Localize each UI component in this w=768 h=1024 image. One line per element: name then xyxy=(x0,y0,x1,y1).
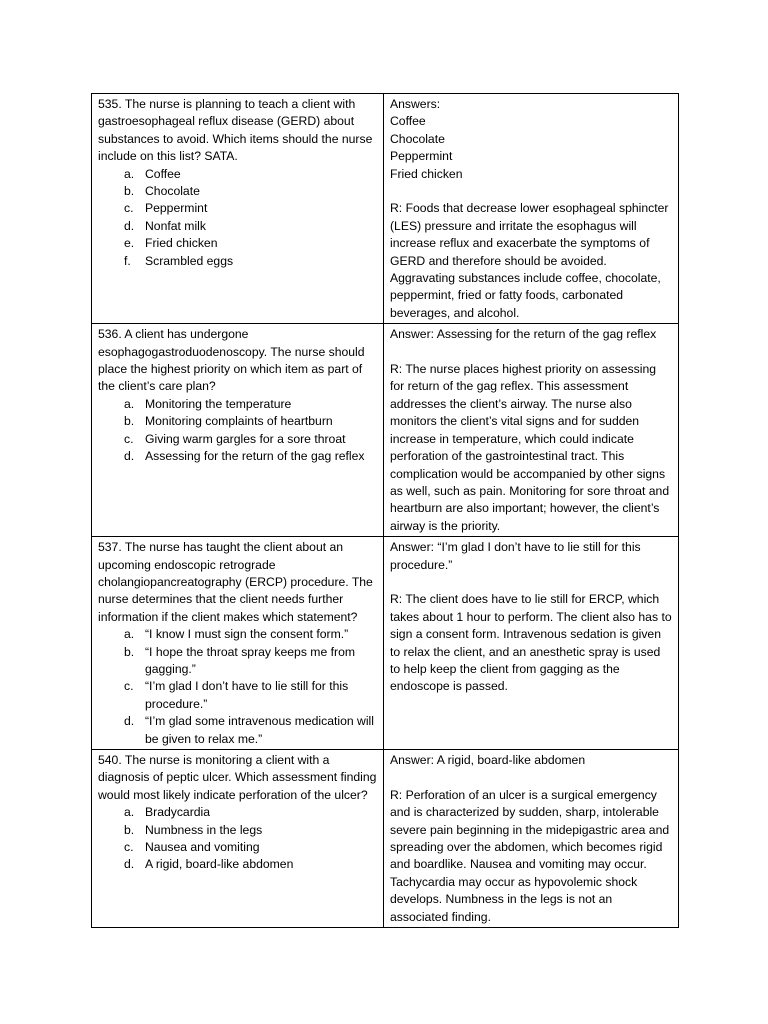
option-text: Nonfat milk xyxy=(145,218,206,233)
answer-line: Answers: xyxy=(390,97,441,111)
rationale-text: R: The nurse places highest priority on assessing for return of the gag reflex. This assessment addresses the client’s airway. The nurse also monitors the client’s vital signs and for sudden increase in temperature, which could indicate perforation of the gastrointestinal tract. This complication would be accompanied by other signs as well, such as pain. Monitoring for sore throat and heartburn are also important; however, the client’s airway is the priority. xyxy=(390,362,670,533)
option-letter: d. xyxy=(124,218,135,233)
option-item xyxy=(98,413,377,430)
spacer xyxy=(390,769,672,786)
question-text: 536. A client has undergone esophagogastroduodenoscopy. The nurse should place the highest priority on which item as part of the client’s care plan? xyxy=(98,327,365,394)
option-letter: b. xyxy=(124,644,135,659)
rationale-text: R: The client does have to lie still for ERCP, which takes about 1 hour to perform. The client also has to sign a consent form. Intravenous sedation is given to relax the client, and an anesthetic spray is used to help keep the client from gagging as the endoscope is passed. xyxy=(390,592,672,694)
question-cell xyxy=(92,537,384,750)
option-text: Peppermint xyxy=(145,201,208,216)
option-text: Coffee xyxy=(145,166,181,181)
option-text: “I’m glad some intravenous medication will be given to relax me.” xyxy=(145,714,374,746)
option-letter: c. xyxy=(124,201,134,216)
option-text: Fried chicken xyxy=(145,236,218,251)
option-letter: c. xyxy=(124,679,134,694)
option-text: Chocolate xyxy=(145,184,200,199)
answer-line: Coffee xyxy=(390,114,426,129)
answer-line: Peppermint xyxy=(390,149,453,164)
option-item xyxy=(98,644,377,679)
answer-line: Fried chicken xyxy=(390,166,463,181)
option-letter: d. xyxy=(124,857,135,872)
question-cell xyxy=(92,324,384,537)
option-text: “I’m glad I don’t have to lie still for this procedure.” xyxy=(145,679,349,711)
answer-cell xyxy=(384,537,679,750)
option-letter: f. xyxy=(124,253,131,268)
option-text: Giving warm gargles for a sore throat xyxy=(145,431,346,446)
option-item xyxy=(98,431,377,448)
option-letter: a. xyxy=(124,627,135,642)
option-item xyxy=(98,822,377,839)
option-item xyxy=(98,839,377,856)
answer-line: Answer: “I’m glad I don’t have to lie still for this procedure.” xyxy=(390,540,641,572)
option-item xyxy=(98,253,377,270)
option-item xyxy=(98,166,377,183)
option-list xyxy=(98,396,377,466)
option-item xyxy=(98,218,377,235)
option-letter: e. xyxy=(124,236,135,251)
question-text: 535. The nurse is planning to teach a client with gastroesophageal reflux disease (GERD) about substances to avoid. Which items should the nurse include on this list? SATA. xyxy=(98,97,373,164)
answer-line: Answer: A rigid, board-like abdomen xyxy=(390,753,586,767)
option-text: Monitoring complaints of heartburn xyxy=(145,414,333,429)
option-letter: a. xyxy=(124,805,135,820)
option-item xyxy=(98,235,377,252)
option-item xyxy=(98,183,377,200)
option-list xyxy=(98,166,377,270)
spacer xyxy=(390,344,672,361)
option-item xyxy=(98,678,377,713)
question-cell xyxy=(92,94,384,324)
option-letter: d. xyxy=(124,449,135,464)
qa-table xyxy=(91,93,679,928)
option-item xyxy=(98,200,377,217)
answer-cell xyxy=(384,94,679,324)
option-text: Monitoring the temperature xyxy=(145,396,292,411)
answer-line: Chocolate xyxy=(390,131,445,146)
option-list xyxy=(98,626,377,748)
answer-line: Answer: Assessing for the return of the gag reflex xyxy=(390,327,657,342)
option-item xyxy=(98,396,377,413)
table-row xyxy=(92,537,679,750)
table-row xyxy=(92,324,679,537)
option-letter: c. xyxy=(124,840,134,855)
option-text: “I know I must sign the consent form.” xyxy=(145,627,349,642)
answer-cell xyxy=(384,750,679,928)
option-list xyxy=(98,804,377,874)
spacer xyxy=(390,574,672,591)
spacer xyxy=(390,183,672,200)
option-item xyxy=(98,713,377,748)
option-text: A rigid, board-like abdomen xyxy=(145,857,294,872)
qa-table-body xyxy=(92,94,679,928)
option-item xyxy=(98,626,377,643)
option-letter: a. xyxy=(124,166,135,181)
option-letter: a. xyxy=(124,396,135,411)
option-letter: c. xyxy=(124,431,134,446)
option-text: Bradycardia xyxy=(145,805,211,820)
question-text: 540. The nurse is monitoring a client with a diagnosis of peptic ulcer. Which assessment finding would most likely indicate perforation of the ulcer? xyxy=(98,753,377,802)
option-text: Numbness in the legs xyxy=(145,822,263,837)
option-text: Scrambled eggs xyxy=(145,253,234,268)
option-letter: b. xyxy=(124,414,135,429)
rationale-text: R: Perforation of an ulcer is a surgical emergency and is characterized by sudden, sharp, intolerable severe pain beginning in the midepigastric area and spreading over the abdomen, which becomes rigid and boardlike. Nausea and vomiting may occur. Tachycardia may occur as hypovolemic shock develops. Numbness in the legs is not an associated finding. xyxy=(390,787,670,924)
option-text: Nausea and vomiting xyxy=(145,840,260,855)
option-letter: b. xyxy=(124,184,135,199)
option-item xyxy=(98,856,377,873)
option-text: “I hope the throat spray keeps me from gagging.” xyxy=(145,644,355,676)
question-text: 537. The nurse has taught the client about an upcoming endoscopic retrograde cholangiopancreatography (ERCP) procedure. The nurse determines that the client needs further information if the client makes which statement? xyxy=(98,540,373,624)
table-row xyxy=(92,750,679,928)
table-row xyxy=(92,94,679,324)
option-item xyxy=(98,804,377,821)
option-item xyxy=(98,448,377,465)
option-letter: d. xyxy=(124,714,135,729)
option-text: Assessing for the return of the gag reflex xyxy=(145,449,365,464)
answer-cell xyxy=(384,324,679,537)
rationale-text: R: Foods that decrease lower esophageal sphincter (LES) pressure and irritate the esophagus will increase reflux and exacerbate the symptoms of GERD and therefore should be avoided. Aggravating substances include coffee, chocolate, peppermint, fried or fatty foods, carbonated beverages, and alcohol. xyxy=(390,201,669,320)
question-cell xyxy=(92,750,384,928)
option-letter: b. xyxy=(124,822,135,837)
